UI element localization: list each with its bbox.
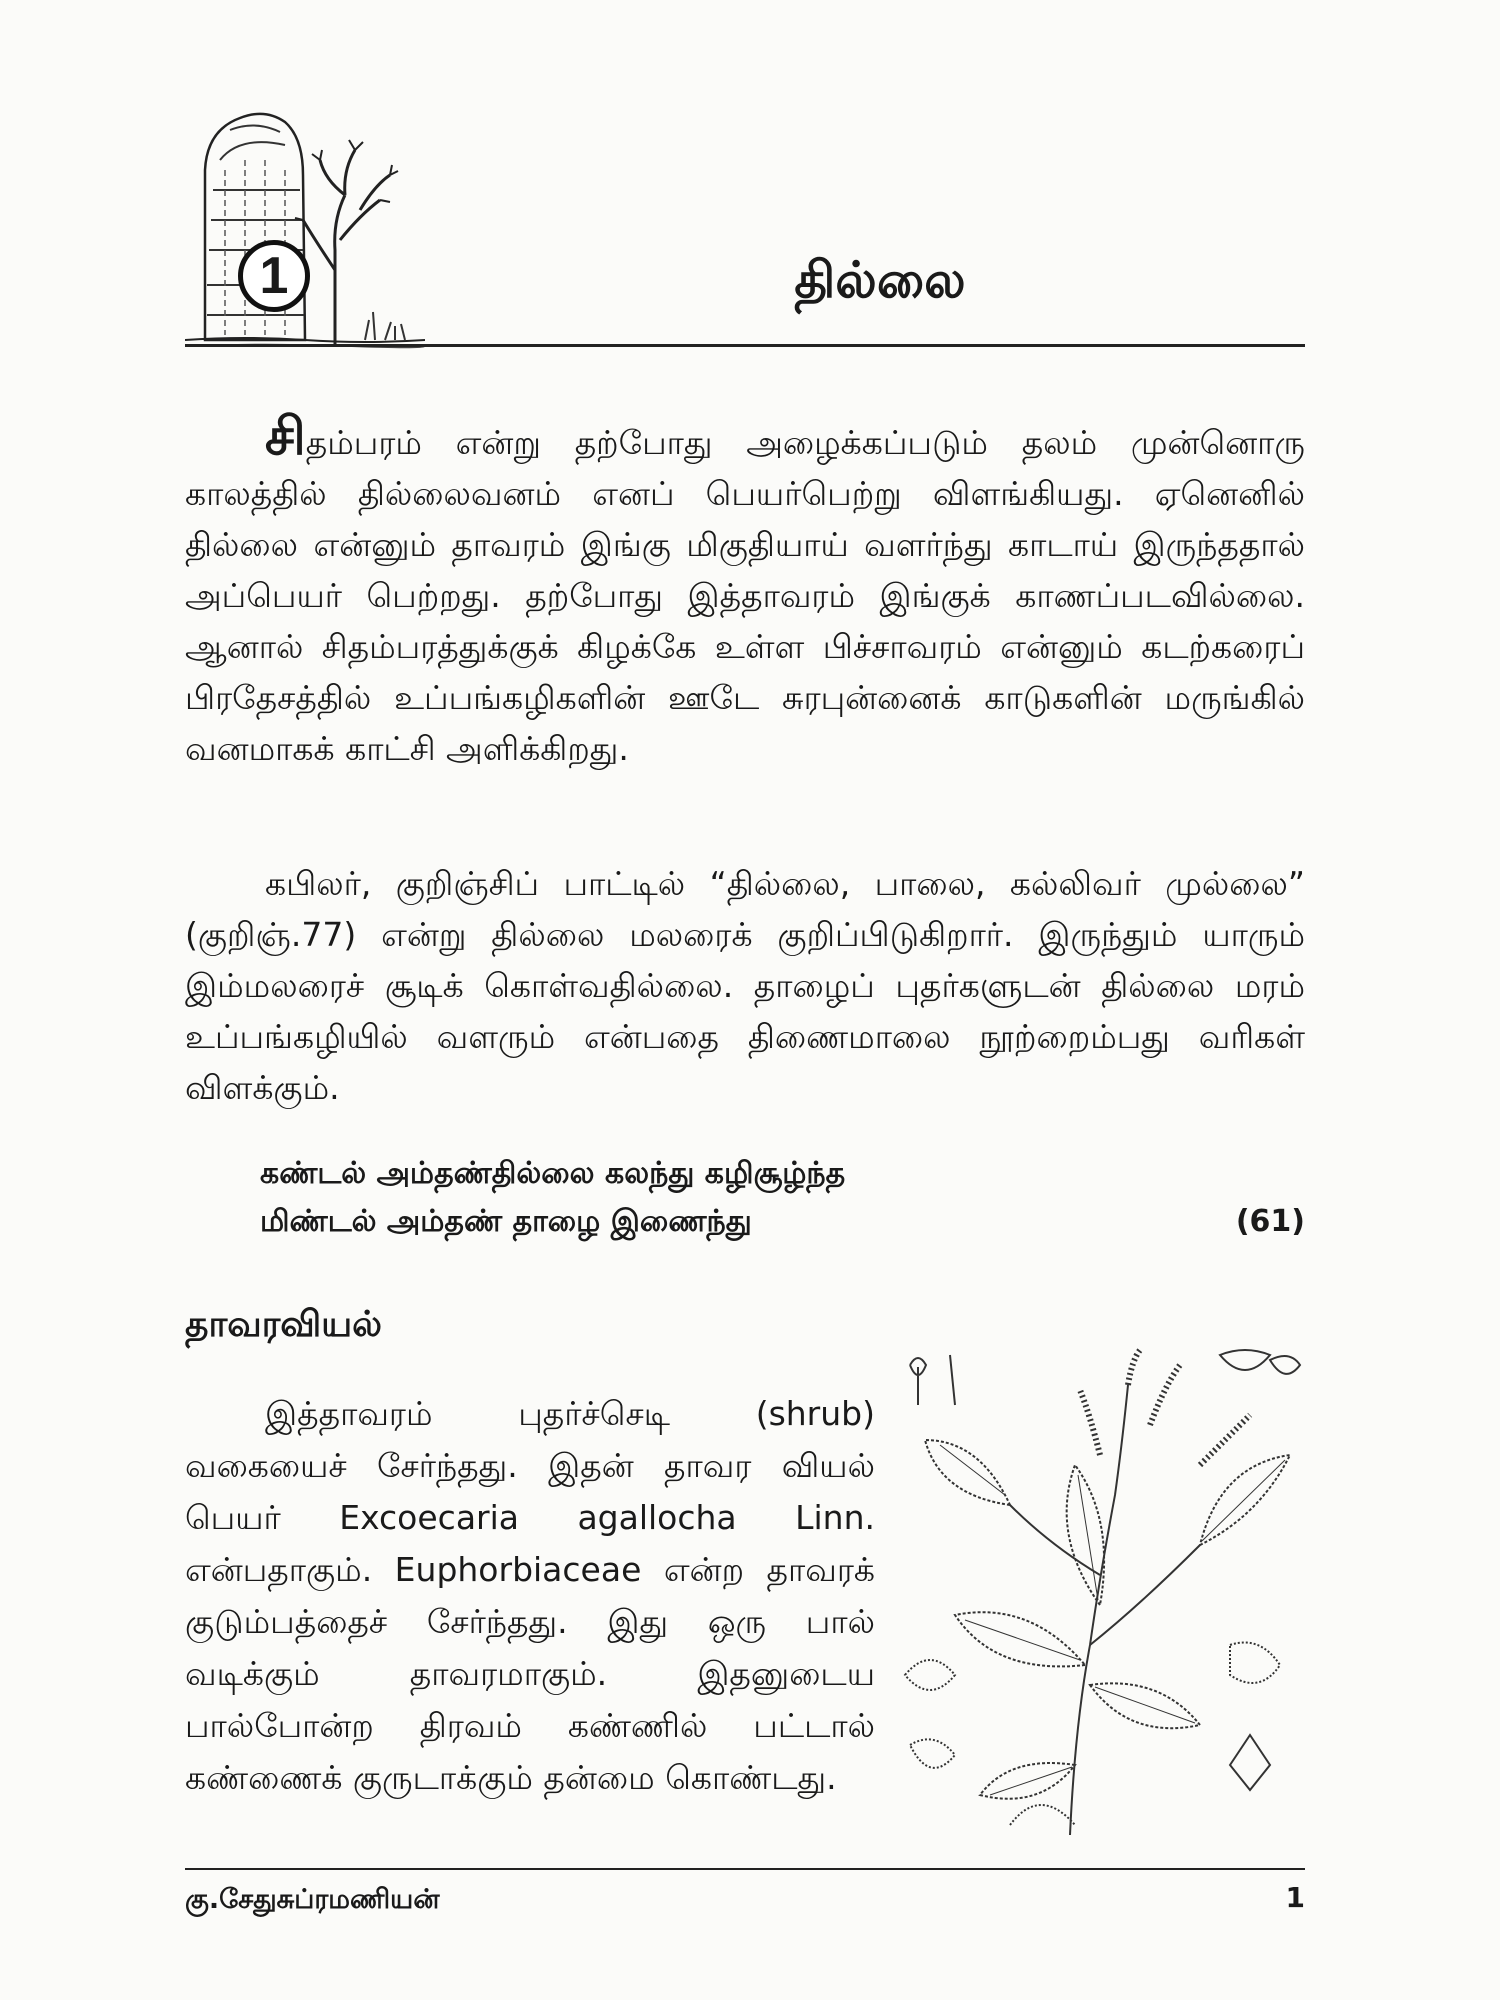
verse-line-1: கண்டல் அம்தண்தில்லை கலந்து கழிசூழ்ந்த bbox=[260, 1156, 846, 1191]
paragraph-botany bbox=[185, 1388, 875, 1804]
verse-reference: (61) bbox=[1235, 1204, 1305, 1239]
page-number: 1 bbox=[1285, 1881, 1305, 1914]
header-rule bbox=[185, 344, 1305, 347]
paragraph-intro-text: தம்பரம் என்று தற்போது அழைக்கப்படும் தலம் முன்னொரு காலத்தில் தில்லைவனம் எனப் பெயர்பெற்று விளங்கியது. ஏனெனில் தில்லை என்னும் தாவரம் இங்கு மிகுதியாய் வளர்ந்து காடாய் இருந்ததால் அப்பெயர் பெற்றது. தற்போது இத்தாவரம் இங்குக் காணப்படவில்லை. ஆனால் சிதம்பரத்துக்குக் கிழக்கே உள்ள பிச்சாவரம் என்னும் கடற்கரைப் பிரதேசத்தில் உப்பங்கழிகளின் ஊடே சுரபுன்னைக் காடுகளின் மருங்கில் வனமாகக் காட்சி அளிக்கிறது. bbox=[185, 423, 1305, 768]
drop-cap: சி bbox=[265, 407, 306, 467]
paragraph-kapilar-text: கபிலர், குறிஞ்சிப் பாட்டில் “தில்லை, பாலை, கல்லிவர் முல்லை” (குறிஞ்.77) என்று தில்லை மலரைக் குறிப்பிடுகிறார். இருந்தும் யாரும் இம்மலரைச் சூடிக் கொள்வதில்லை. தாழைப் புதர்களுடன் தில்லை மரம் உப்பங்கழியில் வளரும் என்பதை திணைமாலை நூற்றைம்பது வரிகள் விளக்கும். bbox=[185, 864, 1305, 1107]
section-heading: தாவரவியல் bbox=[185, 1304, 383, 1345]
paragraph-botany-text: இத்தாவரம் புதர்ச்செடி (shrub) வகையைச் சேர்ந்தது. இதன் தாவர வியல் பெயர் Excoecaria agallocha Linn. என்பதாகும். Euphorbiaceae என்ற தாவரக் குடும்பத்தைச் சேர்ந்தது. இது ஒரு பால் வடிக்கும் தாவரமாகும். இதனுடைய பால்போன்ற திரவம் கண்ணில் பட்டால் கண்ணைக் குருடாக்கும் தன்மை கொண்டது. bbox=[185, 1394, 875, 1797]
footer-rule bbox=[185, 1868, 1305, 1870]
chapter-title: தில்லை bbox=[794, 251, 966, 309]
verse-line-2-row bbox=[260, 1198, 1305, 1246]
paragraph-kapilar bbox=[185, 858, 1305, 1118]
chapter-number: 1 bbox=[238, 240, 310, 312]
plant-illustration bbox=[900, 1345, 1305, 1845]
temple-tree-illustration bbox=[185, 100, 425, 350]
verse-line-2: மிண்டல் அம்தண் தாழை இணைந்து bbox=[260, 1204, 752, 1239]
footer-author: கு.சேதுசுப்ரமணியன் bbox=[185, 1884, 440, 1915]
paragraph-intro bbox=[185, 407, 1305, 822]
